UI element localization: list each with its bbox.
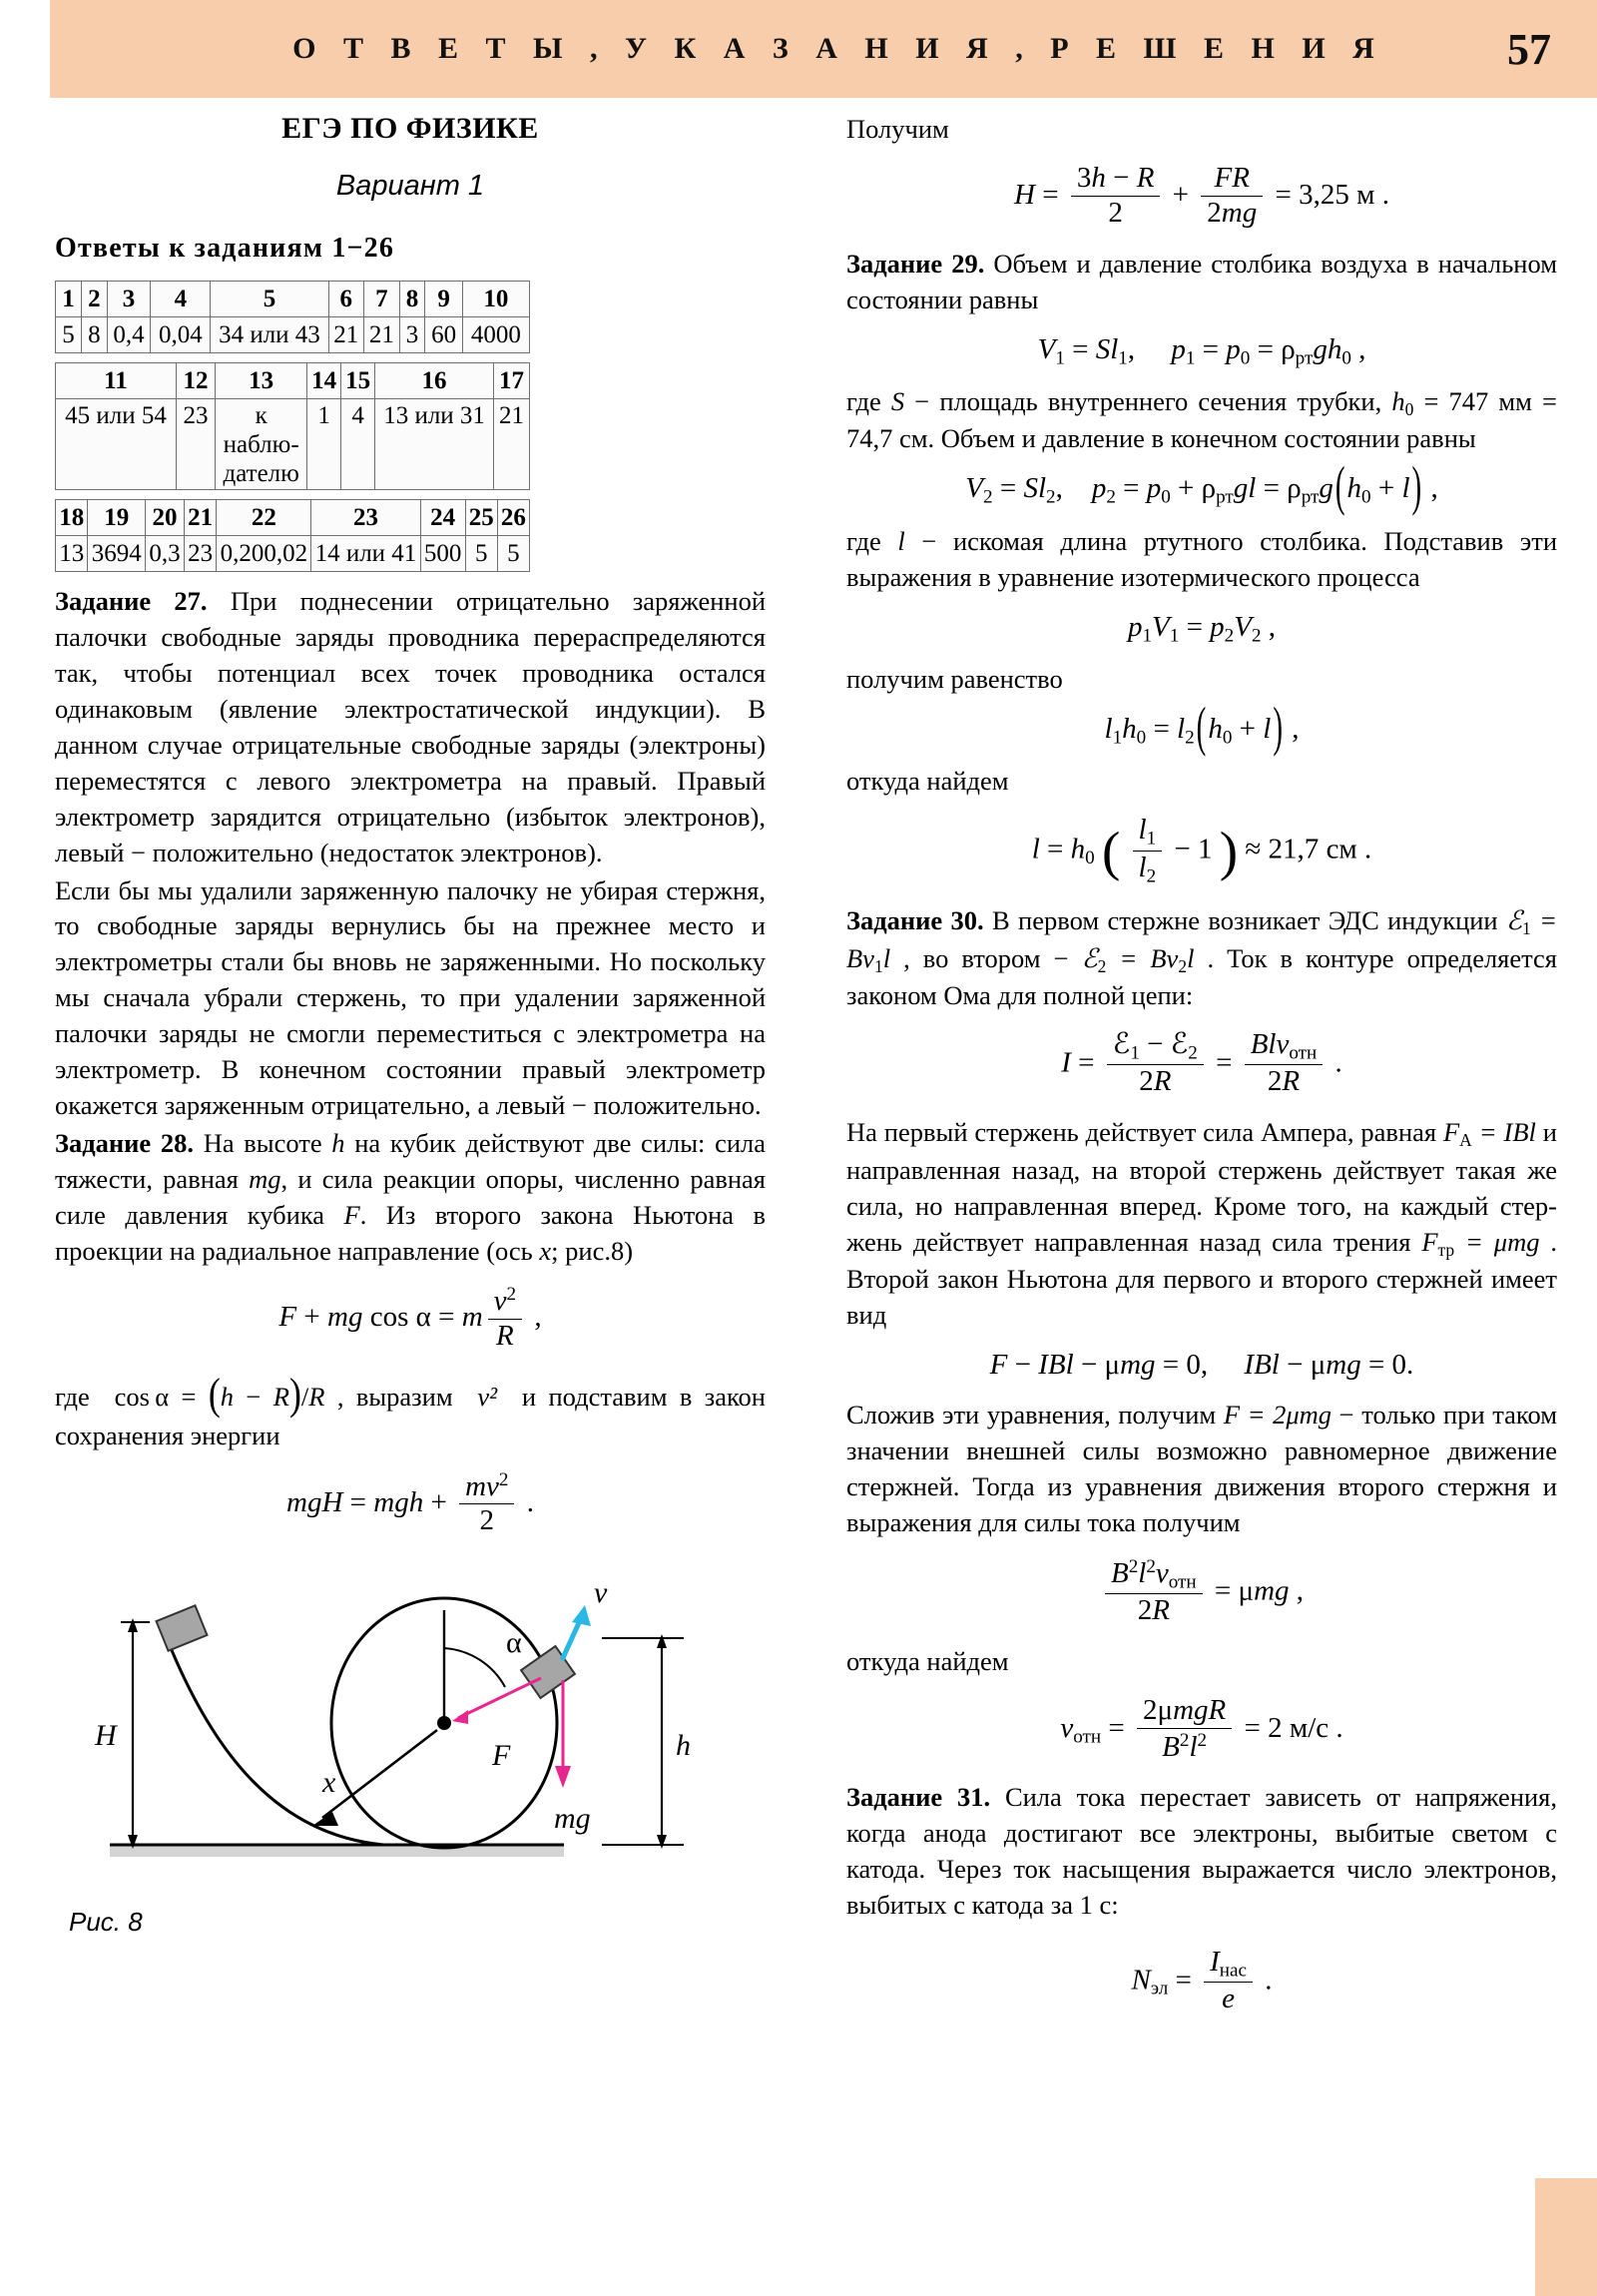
task-28-text-d: . Из второго закона Ньютона в проекции на радиальное направление (ось xyxy=(55,1199,766,1266)
formula-29-equality: $l_1h_0 = l_2(h_0 + l)$ , xyxy=(1104,697,1300,759)
left-column xyxy=(55,112,766,1938)
arrowhead-h-bottom xyxy=(657,1835,667,1849)
task-30-paragraph-2 xyxy=(846,1115,1557,1334)
force-F-arrow-line xyxy=(458,1678,541,1718)
figure-8 xyxy=(55,1560,766,1938)
arrowhead-H-top xyxy=(128,1618,138,1632)
table-header-cell: 26 xyxy=(497,500,529,536)
task-27-paragraph-1 xyxy=(55,584,766,870)
table-header-cell: 16 xyxy=(375,363,494,399)
formula-31-electrons: $N_{эл}$ = $\frac{I_{нас}}{e}$ . xyxy=(1131,1946,1273,2015)
var-v2: v² xyxy=(477,1382,498,1413)
task-28-text-e: ; рис.8) xyxy=(551,1235,634,1266)
table-header-cell: 18 xyxy=(56,500,88,536)
label-v: v xyxy=(594,1576,608,1610)
formula-30-balance: $\frac{B^2l^2v_{отн}}{2R}$ = μmg , xyxy=(846,1557,1557,1628)
table-header-cell: 21 xyxy=(184,500,216,536)
var-F: F xyxy=(343,1199,360,1230)
table-cell: 0,200,02 xyxy=(217,536,311,572)
task-30-text-1a: В первом стержне возникает ЭДС индукции xyxy=(992,904,1506,935)
table-row xyxy=(56,363,530,399)
table-cell: 3 xyxy=(399,317,425,353)
var-x: x xyxy=(539,1235,552,1266)
figure-caption: Рис. 8 xyxy=(69,1907,143,1938)
table-header-cell: 4 xyxy=(151,282,211,317)
task-30-paragraph-3 xyxy=(846,1398,1557,1541)
formula-30-current: I = $\frac{ℰ_1 - ℰ_2}{2R}$ = $\frac{Blv_{отн}}{2R}$ . xyxy=(1061,1028,1342,1098)
table-header-cell: 1 xyxy=(56,282,82,317)
task-29-text-2a: где xyxy=(846,385,891,416)
table-cell: 0,3 xyxy=(146,536,185,572)
formula-29-isotherm: $p_1V_1 = p_2V_2$ , xyxy=(1127,610,1277,646)
task-29-text-2b: − площадь внутреннего сечения трубки, xyxy=(904,385,1392,416)
table-cell: 3694 xyxy=(88,536,146,572)
formula-H-result: H = $\frac{3h - R}{2}$ + $\frac{FR}{2mg}$ = 3,25 м . xyxy=(1014,161,1389,229)
table-header-cell: 3 xyxy=(107,282,150,317)
task-29-paragraph-4: получим равенство xyxy=(846,663,1063,694)
table-cell: 5 xyxy=(497,536,529,572)
table-cell: 8 xyxy=(81,317,107,353)
table-row xyxy=(56,536,530,572)
table-cell: 1 xyxy=(307,399,341,490)
ground-surface xyxy=(110,1845,564,1857)
label-x: x xyxy=(322,1766,336,1800)
table-header-cell: 13 xyxy=(216,363,307,399)
formula-29-initial-state: $V_1 = Sl_1$, $p_1 = p_0 = \rho_{рт}gh_0$ , xyxy=(1037,332,1366,368)
task-27-paragraph-2 xyxy=(55,873,766,1124)
table-cell: 0,04 xyxy=(151,317,211,353)
angle-arc-alpha xyxy=(444,1648,505,1687)
task-28-label: Задание 28. xyxy=(55,1127,194,1158)
task-29-text-1: Объем и давление столбика воздуха в начальном состоянии равны xyxy=(846,248,1557,314)
intro-paragraph: Получим xyxy=(846,114,949,144)
exam-section-title: ЕГЭ ПО ФИЗИКЕ xyxy=(281,112,539,145)
formula-30-answer: $v_{отн}$ = $\frac{\text{2μmgR}}{B^2l^2}$ = 2 м/с . xyxy=(1060,1693,1343,1763)
table-header-cell: 5 xyxy=(211,282,328,317)
table-cell: 500 xyxy=(420,536,465,572)
var-h0: $h_0$ xyxy=(1391,385,1414,419)
table-cell: 13 или 31 xyxy=(375,399,494,490)
answers-table-2 xyxy=(55,362,530,490)
task-30-label: Задание 30. xyxy=(846,904,984,935)
page-title: О Т В Е Т Ы , У К А З А Н И Я , Р Е Ш Е Н И Я xyxy=(292,32,1384,65)
formula-task28-newton: F + mg cos α = m $\frac{v^2}{R}$ , xyxy=(278,1284,542,1353)
answers-table-3 xyxy=(55,499,530,572)
emf-1-expression: ℰ$_1$ = $Bv_1l$ xyxy=(846,904,1557,976)
table-cell: 34 или 43 xyxy=(211,317,328,353)
table-row xyxy=(56,500,530,536)
velocity-v-arrowhead xyxy=(572,1605,591,1626)
task-29-paragraph-1 xyxy=(846,247,1557,318)
answers-heading: Ответы к заданиям 1−26 xyxy=(55,233,395,264)
formula-30-newton-equations: F − IBl − μmg = 0, IBl − μmg = 0. xyxy=(989,1349,1414,1382)
task-28-text-a: На высоте xyxy=(203,1127,332,1158)
task-31-text-1: Сила тока перестает зависеть от напряжения, когда анода достигают все электроны, выбитые светом с катода. Через ток насыщения выражается число электронов, выбитых с катода за 1 с: xyxy=(846,1782,1557,1921)
table-cell: 23 xyxy=(184,536,216,572)
table-cell: 23 xyxy=(176,399,215,490)
formula-29-final-state: $V_2 = Sl_2$, $p_2 = p_0 + \rho_{рт}gl = \rho_{рт}g(h_0 + l)$ , xyxy=(965,457,1438,518)
corner-decoration xyxy=(1535,2178,1597,2296)
right-column xyxy=(846,112,1557,2032)
table-cell: 5 xyxy=(56,317,82,353)
table-cell: 5 xyxy=(465,536,497,572)
label-mg: mg xyxy=(554,1802,591,1836)
table-row xyxy=(56,282,530,317)
task-30-text-1c: . Ток в контуре определяется законом Ома для полной цепи: xyxy=(846,942,1557,1011)
var-mg: mg xyxy=(249,1163,281,1194)
task-31-label: Задание 31. xyxy=(846,1782,991,1813)
table-cell: 14 или 41 xyxy=(311,536,420,572)
task-29-text-3a: где xyxy=(846,525,898,556)
table-header-cell: 10 xyxy=(462,282,529,317)
table-cell: 0,4 xyxy=(107,317,150,353)
formula-29-answer: $l = h_0$ ( $\frac{l_1}{l_2}$ − 1 ) ≈ 21,7 см . xyxy=(1031,814,1372,886)
task-28-paragraph-2: где cos α = (h − R)/R , выразим v² и подставим в закон сохранения энергии xyxy=(55,1369,766,1450)
label-h: h xyxy=(676,1729,691,1763)
table-header-cell: 15 xyxy=(341,363,375,399)
table-row xyxy=(56,399,530,490)
table-header-cell: 20 xyxy=(146,500,185,536)
ampere-force-expression: $F_А$ = IBl xyxy=(1442,1117,1536,1151)
variant-label: Вариант 1 xyxy=(335,170,485,202)
var-l: l xyxy=(897,525,905,556)
page-number: 57 xyxy=(1507,24,1551,74)
task-30-text-2b: и направленная назад, на второй стержень действует такая же сила, но направленная вперед. Кроме того, на каждый стержень действует направленная назад сила трения xyxy=(846,1117,1557,1257)
table-cell: к наблю-дателю xyxy=(216,399,307,490)
force-mg-arrowhead xyxy=(555,1766,571,1788)
table-row xyxy=(56,317,530,353)
task-30-text-2a: На первый стержень действует сила Ампера, равная xyxy=(846,1117,1443,1148)
formula-task28-energy: mgH = mgh + $\frac{mv^2}{2}$ . xyxy=(286,1468,534,1537)
label-F: F xyxy=(492,1739,511,1773)
table-cell: 21 xyxy=(364,317,400,353)
table-header-cell: 8 xyxy=(399,282,425,317)
external-force-expression: F = 2μmg xyxy=(1223,1399,1332,1430)
table-cell: 21 xyxy=(328,317,364,353)
table-header-cell: 6 xyxy=(328,282,364,317)
page-body xyxy=(0,112,1597,2296)
table-header-cell: 2 xyxy=(81,282,107,317)
task-27-label: Задание 27. xyxy=(55,586,208,617)
table-header-cell: 17 xyxy=(494,363,530,399)
table-header-cell: 11 xyxy=(56,363,177,399)
task-30-paragraph-4: откуда найдем xyxy=(846,1645,1009,1676)
table-cell: 13 xyxy=(56,536,88,572)
task-28-text-b: на кубик действуют две силы: сила тяжести, равная xyxy=(55,1127,767,1194)
var-S: S xyxy=(890,385,905,416)
table-header-cell: 22 xyxy=(217,500,311,536)
table-header-cell: 25 xyxy=(465,500,497,536)
answers-table-1 xyxy=(55,281,530,353)
table-header-cell: 12 xyxy=(176,363,215,399)
task-30-text-3a: Сложив эти уравнения, получим xyxy=(846,1399,1224,1430)
task-29-text-2c: = 747 мм = 74,7 см. Объем и давление в конечном состоянии равны xyxy=(846,385,1558,454)
task-29-paragraph-5: откуда найдем xyxy=(846,766,1009,797)
table-cell: 21 xyxy=(494,399,530,490)
task-29-paragraph-3 xyxy=(846,524,1557,596)
label-H: H xyxy=(95,1719,117,1753)
table-cell: 4000 xyxy=(462,317,529,353)
arrowhead-h-top xyxy=(657,1634,667,1648)
figure-8-svg xyxy=(55,1560,754,1900)
task-30-text-1b: , во втором − xyxy=(890,942,1082,973)
table-header-cell: 24 xyxy=(420,500,465,536)
emf-2-expression: ℰ$_2$ = $Bv_2l$ xyxy=(1081,942,1195,976)
task-30-text-3b: − только при таком значении внешней силы возможно равномерное движение стержней. Тогда из уравнения движения второго стержня и выражения для силы тока получим xyxy=(846,1399,1557,1537)
friction-force-expression: $F_{тр} = \mu mg$ xyxy=(1421,1226,1540,1260)
task-28-text-c: , и сила реакции опоры, численно равная силе давления кубика xyxy=(55,1163,766,1230)
task-30-text-2c: . Второй закон Ньютона для первого и второго стержней имеет вид xyxy=(846,1226,1558,1331)
label-alpha: α xyxy=(506,1626,522,1660)
force-F-arrowhead xyxy=(452,1710,468,1724)
task-29-text-3b: − искомая длина ртутного столбика. Подставив эти выражения в уравнение изотермического процесса xyxy=(846,525,1557,592)
table-header-cell: 19 xyxy=(88,500,146,536)
table-header-cell: 23 xyxy=(311,500,420,536)
task-31-paragraph-1 xyxy=(846,1780,1557,1924)
table-header-cell: 7 xyxy=(364,282,400,317)
table-cell: 45 или 54 xyxy=(56,399,177,490)
table-header-cell: 14 xyxy=(307,363,341,399)
task-27-text-2: Если бы мы удалили заряженную палочку не убирая стержня, то свободные заряды вернулись бы на прежнее место и электрометры стали бы вновь не заряженными. Но поскольку мы сначала убрали стержень, то при удалении заряженной палочки заряды не смогли переместиться с электрометра на электрометр. В конечном состоянии правый электрометр окажется заряженным отрицательно, а левый − положительно. xyxy=(55,874,766,1120)
task-28-paragraph-1 xyxy=(55,1126,766,1270)
block-on-ramp xyxy=(157,1606,208,1651)
var-h: h xyxy=(331,1127,345,1158)
page-header-band xyxy=(50,0,1597,98)
task-30-paragraph-1 xyxy=(846,903,1557,1014)
table-header-cell: 9 xyxy=(425,282,462,317)
task-29-label: Задание 29. xyxy=(846,248,985,279)
task-29-paragraph-2 xyxy=(846,384,1557,457)
table-cell: 4 xyxy=(341,399,375,490)
table-cell: 60 xyxy=(425,317,462,353)
task-27-text-1: При поднесении отрицательно заряженной палочки свободные заряды проводника перераспределяются так, чтобы потенциал всех точек проводника остался одинаковым (явление электростатической индукции). В данном случае отрицательные свободные заряды (электроны) переместятся с левого электрометра на правый. Правый электрометр зарядится отрицательно (избыток электронов), левый − положительно (недостаток электронов). xyxy=(55,586,767,867)
